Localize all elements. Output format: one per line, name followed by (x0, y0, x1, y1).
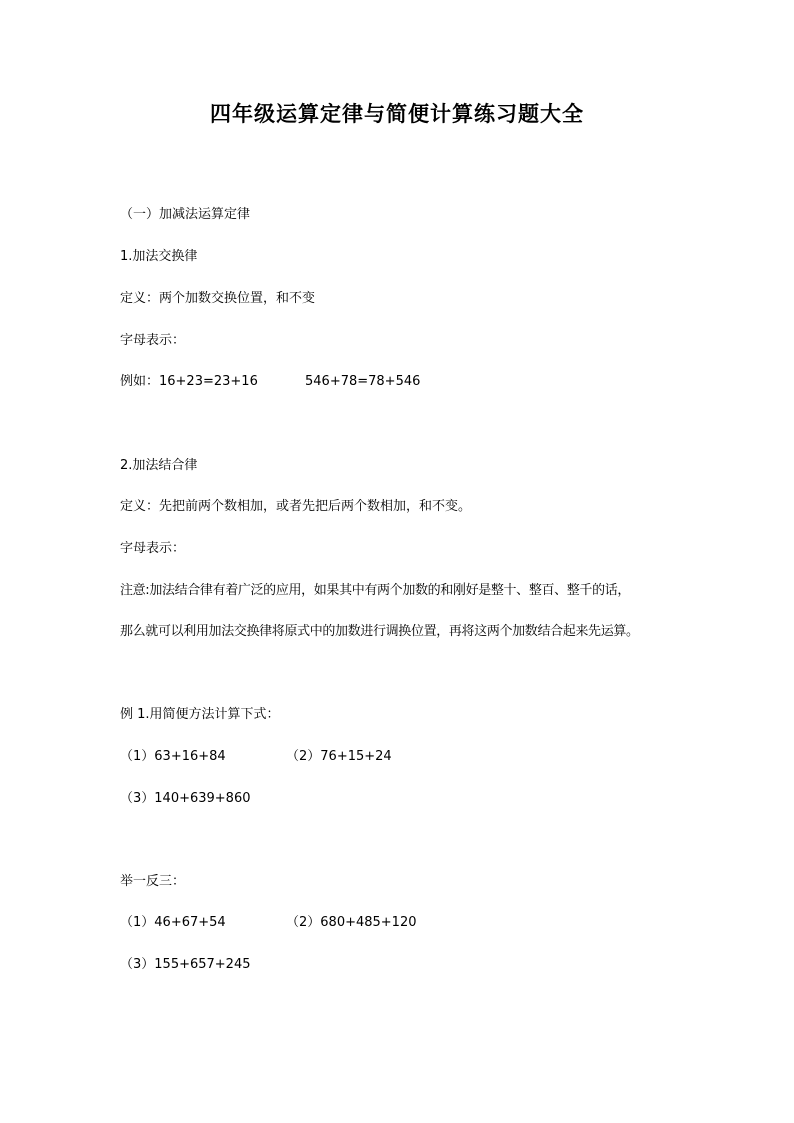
law2-heading: 2.加法结合律 (120, 458, 198, 473)
law2-note-line1: 注意:加法结合律有着广泛的应用，如果其中有两个加数的和刚好是整十、整百、整千的话， (120, 583, 631, 598)
law2-letter-label: 字母表示： (120, 541, 186, 556)
law1-definition: 定义：两个加数交换位置，和不变 (120, 291, 316, 306)
practice-question-3: （3）155+657+245 (120, 957, 251, 972)
example1-question-1: （1）63+16+84 (120, 749, 226, 764)
law2-note-line2: 那么就可以利用加法交换律将原式中的加数进行调换位置，再将这两个加数结合起来先运算。 (120, 624, 639, 639)
practice-question-1: （1）46+67+54 (120, 915, 226, 930)
example1-question-2: （2）76+15+24 (286, 749, 392, 764)
law2-definition: 定义：先把前两个数相加，或者先把后两个数相加，和不变。 (120, 499, 472, 514)
page-title: 四年级运算定律与简便计算练习题大全 (210, 101, 584, 126)
law1-heading: 1.加法交换律 (120, 249, 198, 264)
section-heading: （一）加减法运算定律 (120, 207, 251, 222)
law1-example-a: 例如：16+23=23+16 (120, 374, 258, 389)
practice-heading: 举一反三： (120, 874, 186, 889)
practice-question-2: （2）680+485+120 (286, 915, 417, 930)
example1-question-3: （3）140+639+860 (120, 791, 251, 806)
law1-example-b: 546+78=78+546 (305, 374, 421, 389)
example1-heading: 例 1.用简便方法计算下式： (120, 707, 280, 722)
law1-letter-label: 字母表示： (120, 333, 186, 348)
